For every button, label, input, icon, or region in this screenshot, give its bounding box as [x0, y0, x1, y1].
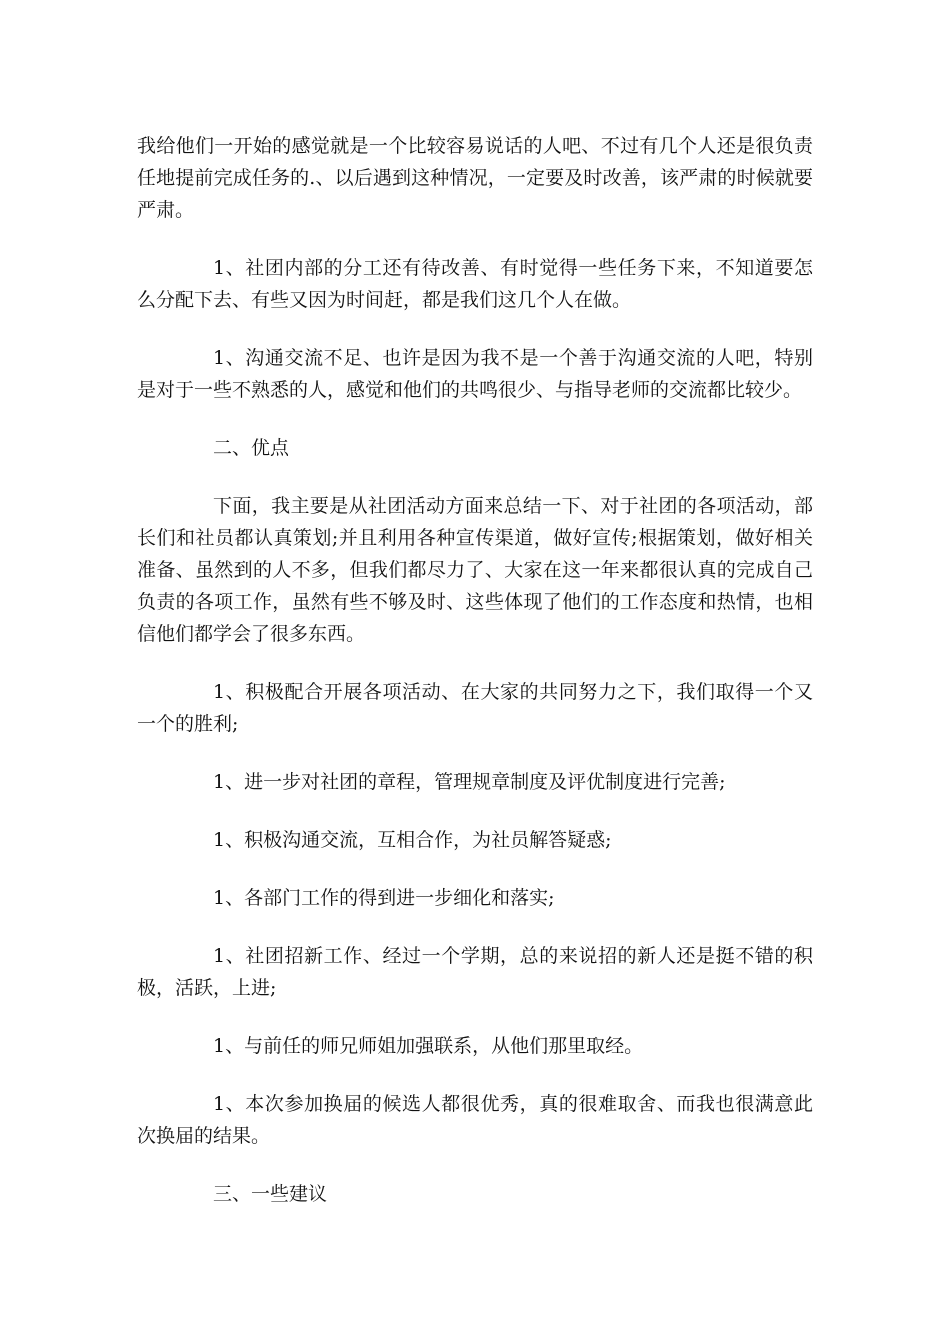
paragraph-weakness-communication: 1、沟通交流不足、也许是因为我不是一个善于沟通交流的人吧，特别是对于一些不熟悉的人，感觉和他们的共鸣很少、与指导老师的交流都比较少。	[137, 347, 813, 401]
list-item-activities: 1、积极配合开展各项活动、在大家的共同努力之下，我们取得一个又一个的胜利;	[137, 681, 813, 735]
list-item-election: 1、本次参加换届的候选人都很优秀，真的很难取舍、而我也很满意此次换届的结果。	[137, 1093, 813, 1147]
section-heading-suggestions: 三、一些建议	[213, 1183, 328, 1205]
list-item-recruitment: 1、社团招新工作、经过一个学期，总的来说招的新人还是挺不错的积极，活跃，上进;	[137, 945, 813, 999]
list-item-cooperation: 1、积极沟通交流，互相合作，为社员解答疑惑;	[213, 829, 612, 851]
list-item-regulations: 1、进一步对社团的章程，管理规章制度及评优制度进行完善;	[213, 771, 726, 793]
section-heading-strengths: 二、优点	[213, 437, 290, 459]
paragraph-strengths-summary: 下面，我主要是从社团活动方面来总结一下、对于社团的各项活动，部长们和社员都认真策划;并且利用各种宣传渠道，做好宣传;根据策划，做好相关准备、虽然到的人不多，但我们都尽力了、大家在这一年来都很认真的完成自己负责的各项工作，虽然有些不够及时、这些体现了他们的工作态度和热情，也相信他们都学会了很多东西。	[137, 495, 813, 645]
paragraph-weakness-division: 1、社团内部的分工还有待改善、有时觉得一些任务下来，不知道要怎么分配下去、有些又因为时间赶，都是我们这几个人在做。	[137, 257, 813, 311]
list-item-predecessors: 1、与前任的师兄师姐加强联系，从他们那里取经。	[213, 1035, 644, 1057]
document-body	[137, 130, 813, 1236]
list-item-departments: 1、各部门工作的得到进一步细化和落实;	[213, 887, 555, 909]
paragraph-intro: 我给他们一开始的感觉就是一个比较容易说话的人吧、不过有几个人还是很负责任地提前完成任务的.、以后遇到这种情况，一定要及时改善，该严肃的时候就要严肃。	[137, 135, 813, 221]
